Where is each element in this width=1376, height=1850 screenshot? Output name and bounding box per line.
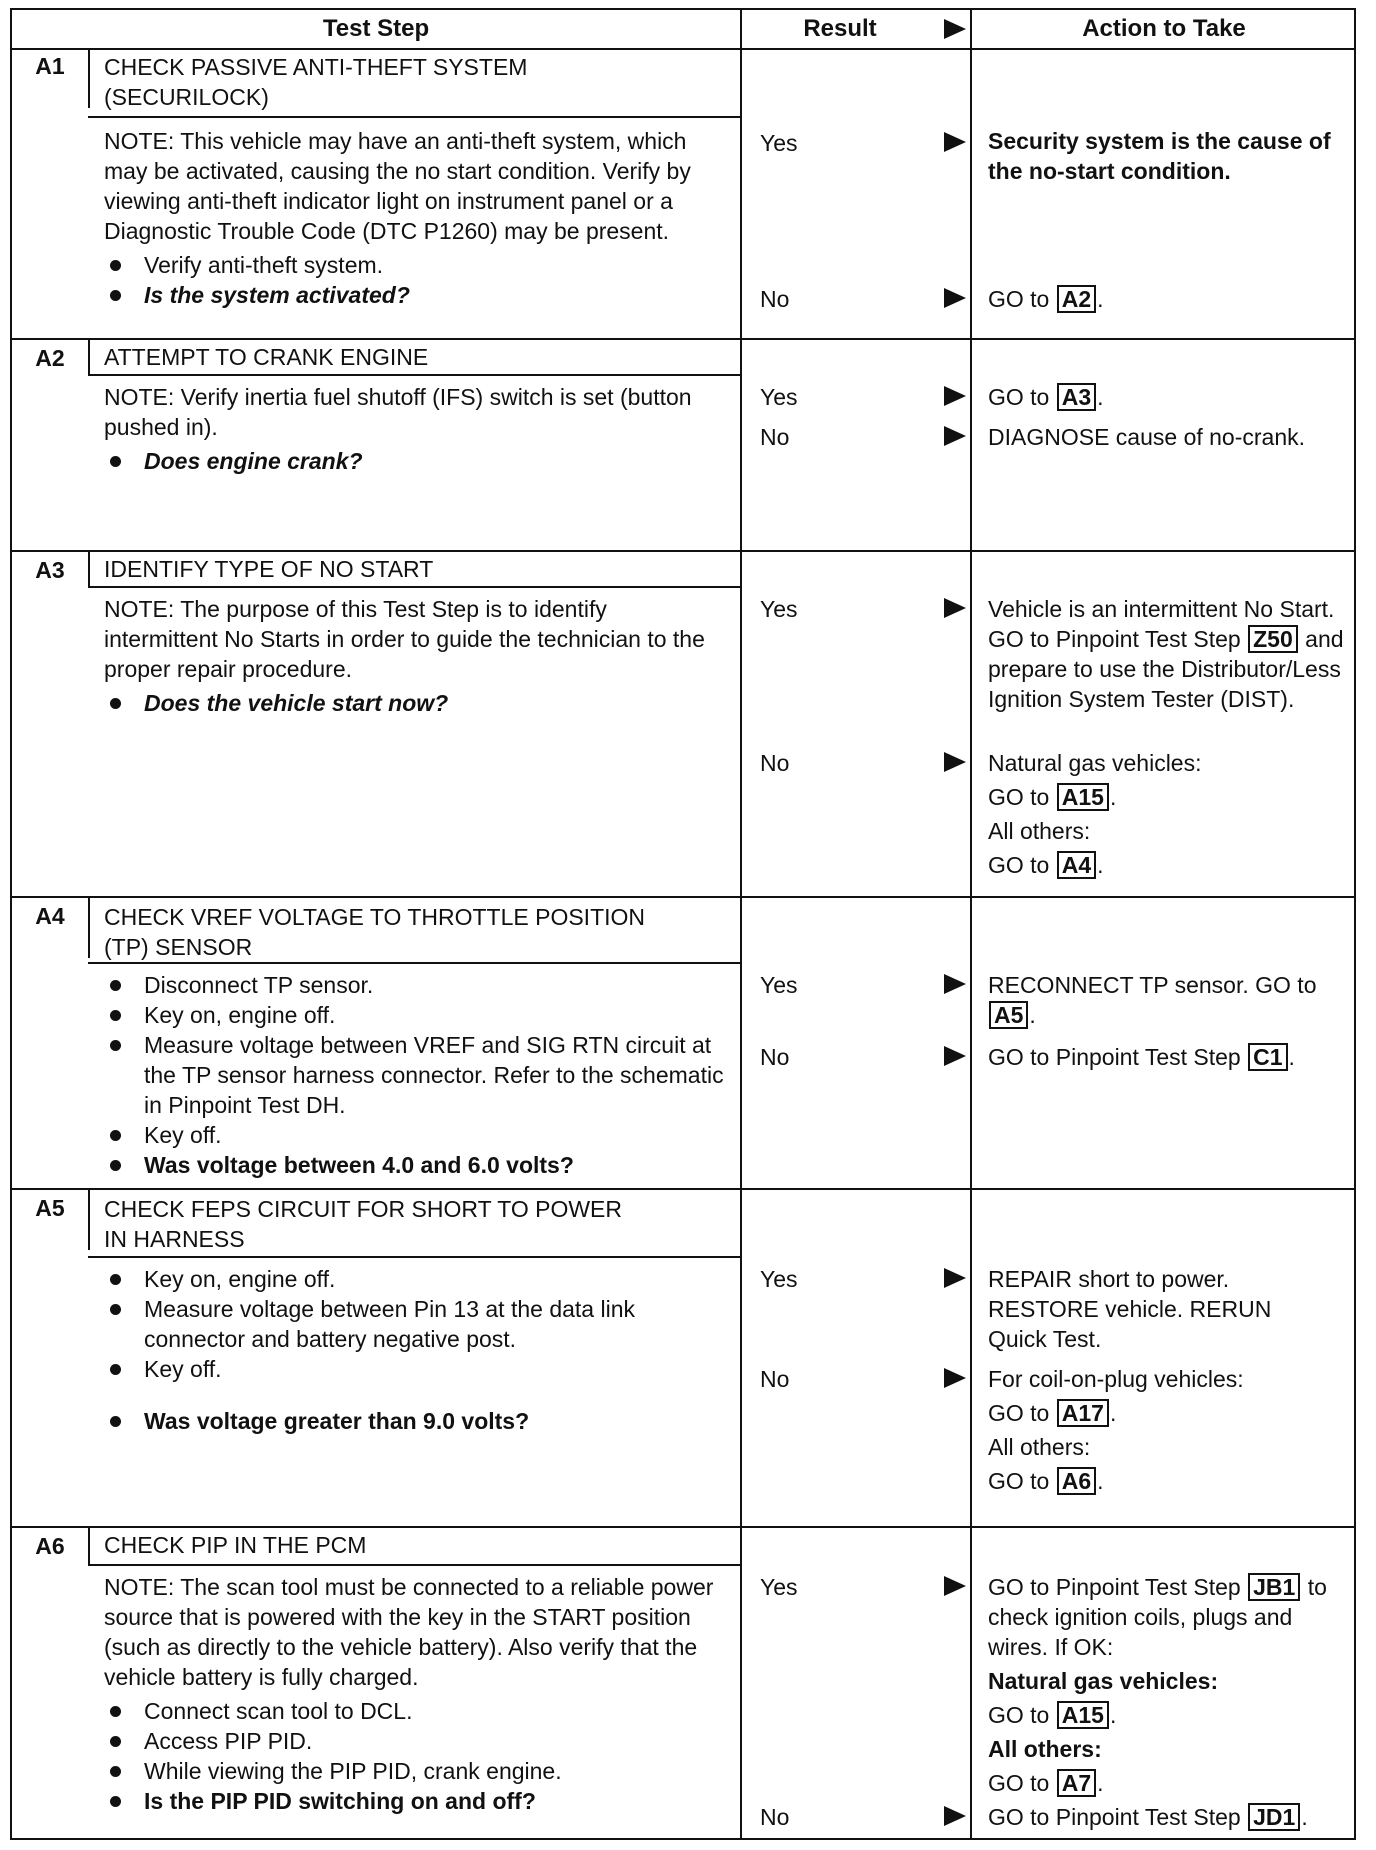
- step-row-a6: [12, 1528, 1354, 1838]
- action-text: Security system is the cause of the no-start condition.: [988, 128, 1331, 184]
- step-question: Is the PIP PID switching on and off?: [104, 1786, 724, 1816]
- action-text: GO to Pinpoint Test Step JD1 .: [988, 1804, 1308, 1830]
- result-yes: Yes: [760, 1266, 798, 1292]
- step-ref-box[interactable]: A17: [1057, 1399, 1109, 1427]
- bullet-item: While viewing the PIP PID, crank engine.: [104, 1756, 724, 1786]
- result-yes: Yes: [760, 596, 798, 622]
- bullet-item: Key on, engine off.: [104, 1000, 724, 1030]
- step-body: [104, 970, 724, 1180]
- step-title: ATTEMPT TO CRANK ENGINE: [104, 344, 429, 370]
- result-no: No: [760, 286, 790, 312]
- step-ref-box[interactable]: JB1: [1248, 1573, 1300, 1601]
- step-id: A4: [35, 903, 65, 929]
- step-ref-box[interactable]: A7: [1057, 1769, 1096, 1797]
- step-id: A1: [35, 53, 65, 79]
- result-no: No: [760, 1366, 790, 1392]
- step-ref-box[interactable]: A6: [1057, 1467, 1096, 1495]
- step-ref-box[interactable]: A15: [1057, 783, 1109, 811]
- step-ref-box[interactable]: JD1: [1248, 1803, 1300, 1831]
- bullet-item: Measure voltage between Pin 13 at the data link connector and battery negative post.: [104, 1294, 724, 1354]
- step-id: A2: [35, 345, 65, 371]
- step-body: [104, 126, 724, 310]
- step-title: CHECK PIP IN THE PCM: [104, 1532, 367, 1558]
- diagnostic-table: [10, 8, 1356, 1840]
- action-text: GO to A2 .: [988, 286, 1104, 312]
- step-title: CHECK FEPS CIRCUIT FOR SHORT TO POWER IN HARNESS: [104, 1196, 622, 1252]
- arrow-icon: [944, 426, 966, 446]
- step-ref-box[interactable]: A5: [989, 1001, 1028, 1029]
- step-id: A5: [35, 1195, 65, 1221]
- header-test-step: Test Step: [322, 15, 430, 42]
- step-question: Does the vehicle start now?: [104, 688, 724, 718]
- action-text: For coil-on-plug vehicles: GO to A17 . All others: GO to A6 .: [988, 1366, 1244, 1494]
- step-id: A3: [35, 557, 65, 583]
- step-ref-box[interactable]: A2: [1057, 285, 1096, 313]
- bullet-item: Measure voltage between VREF and SIG RTN circuit at the TP sensor harness connector. Refer to the schematic in Pinpoint Test DH.: [104, 1030, 724, 1120]
- arrow-icon: [944, 132, 966, 152]
- step-ref-box[interactable]: A4: [1057, 851, 1096, 879]
- step-note: NOTE: The purpose of this Test Step is to identify intermittent No Starts in order to guide the technician to the proper repair procedure.: [104, 596, 705, 682]
- arrow-icon: [944, 1268, 966, 1288]
- action-text: REPAIR short to power. RESTORE vehicle. RERUN Quick Test.: [988, 1266, 1272, 1352]
- header-result: Result: [803, 15, 877, 42]
- step-body: [104, 1572, 724, 1816]
- result-no: No: [760, 1804, 790, 1830]
- action-text: GO to Pinpoint Test Step JB1 to check ignition coils, plugs and wires. If OK: Natural gas vehicles: GO to A15 . All others: GO to A7 .: [988, 1574, 1327, 1796]
- action-text: GO to Pinpoint Test Step C1 .: [988, 1044, 1295, 1070]
- arrow-icon: [944, 386, 966, 406]
- result-yes: Yes: [760, 384, 798, 410]
- step-question: Is the system activated?: [104, 280, 724, 310]
- step-ref-box[interactable]: A3: [1057, 383, 1096, 411]
- step-row-a3: [12, 552, 1354, 898]
- step-title: IDENTIFY TYPE OF NO START: [104, 556, 434, 582]
- arrow-icon: [944, 598, 966, 618]
- step-question: Was voltage greater than 9.0 volts?: [104, 1406, 724, 1436]
- result-yes: Yes: [760, 1574, 798, 1600]
- arrow-icon: [944, 974, 966, 994]
- bullet-item: Disconnect TP sensor.: [104, 970, 724, 1000]
- bullet-item: Key on, engine off.: [104, 1264, 724, 1294]
- step-body: [104, 382, 724, 476]
- result-yes: Yes: [760, 972, 798, 998]
- header-action: Action to Take: [1082, 15, 1246, 42]
- step-question: Was voltage between 4.0 and 6.0 volts?: [104, 1150, 724, 1180]
- table-header: [12, 10, 1354, 50]
- step-title: CHECK VREF VOLTAGE TO THROTTLE POSITION (TP) SENSOR: [104, 904, 646, 960]
- action-text: DIAGNOSE cause of no-crank.: [988, 424, 1306, 450]
- bullet-item: Verify anti-theft system.: [104, 250, 724, 280]
- step-note: NOTE: This vehicle may have an anti-theft system, which may be activated, causing the no start condition. Verify by viewing anti-theft indicator light on instrument panel or a Diagnostic Trouble Code (DTC P1260) may be present.: [104, 128, 691, 244]
- arrow-icon: [944, 1046, 966, 1066]
- step-body: [104, 1264, 724, 1436]
- step-ref-box[interactable]: Z50: [1248, 625, 1298, 653]
- step-row-a1: [12, 48, 1354, 340]
- action-text: RECONNECT TP sensor. GO to A5 .: [988, 972, 1317, 1028]
- arrow-icon: [944, 288, 966, 308]
- action-text: Vehicle is an intermittent No Start. GO to Pinpoint Test Step Z50 and prepare to use the Distributor/Less Ignition System Tester (DIST).: [988, 596, 1344, 712]
- bullet-item: Connect scan tool to DCL.: [104, 1696, 724, 1726]
- step-ref-box[interactable]: A15: [1057, 1701, 1109, 1729]
- action-text: Natural gas vehicles: GO to A15 . All others: GO to A4 .: [988, 750, 1202, 878]
- step-title: CHECK PASSIVE ANTI-THEFT SYSTEM (SECURILOCK): [104, 54, 528, 110]
- step-row-a2: [12, 340, 1354, 552]
- result-yes: Yes: [760, 130, 798, 156]
- arrow-icon: [944, 752, 966, 772]
- action-text: GO to A3 .: [988, 384, 1104, 410]
- step-question: Does engine crank?: [104, 446, 724, 476]
- bullet-item: Key off.: [104, 1354, 724, 1384]
- arrow-icon: [944, 1368, 966, 1388]
- bullet-item: Access PIP PID.: [104, 1726, 724, 1756]
- result-no: No: [760, 750, 790, 776]
- step-note: NOTE: Verify inertia fuel shutoff (IFS) switch is set (button pushed in).: [104, 384, 692, 440]
- step-note: NOTE: The scan tool must be connected to a reliable power source that is powered with the key in the START position (such as directly to the vehicle battery). Also verify that the vehicle battery is fully charged.: [104, 1574, 714, 1690]
- step-row-a4: [12, 898, 1354, 1190]
- result-no: No: [760, 424, 790, 450]
- arrow-icon: [944, 1576, 966, 1596]
- result-no: No: [760, 1044, 790, 1070]
- bullet-item: Key off.: [104, 1120, 724, 1150]
- step-body: [104, 594, 724, 718]
- step-row-a5: [12, 1190, 1354, 1528]
- arrow-icon: [944, 1806, 966, 1826]
- arrow-icon: [944, 19, 966, 39]
- step-id: A6: [35, 1533, 65, 1559]
- step-ref-box[interactable]: C1: [1248, 1043, 1287, 1071]
